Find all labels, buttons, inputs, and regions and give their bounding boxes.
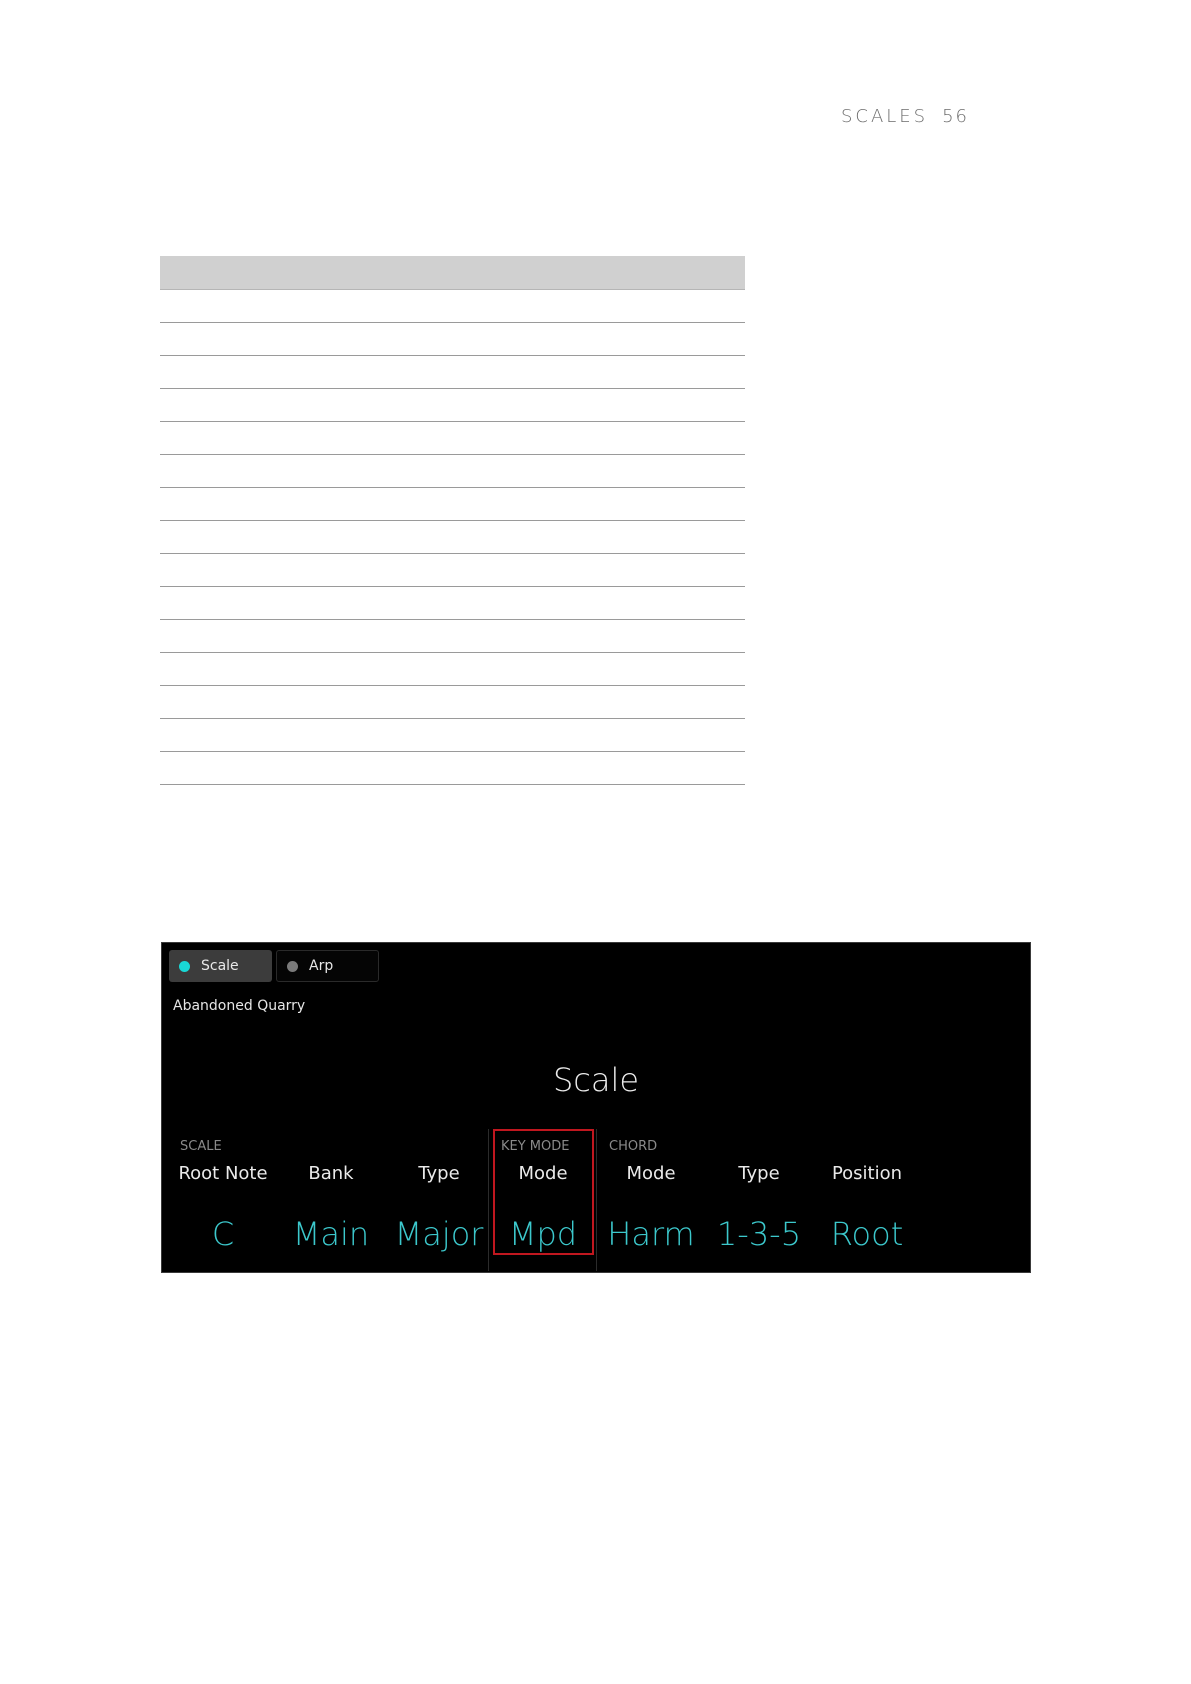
active-dot-icon bbox=[179, 961, 190, 972]
key-mode-highlight bbox=[493, 1129, 594, 1255]
table-row bbox=[160, 488, 745, 521]
screen-title: Scale bbox=[552, 1061, 640, 1099]
section-label-key-mode: KEY MODE bbox=[501, 1139, 570, 1154]
table-row bbox=[160, 290, 745, 323]
table-header-row bbox=[160, 256, 745, 290]
table-row bbox=[160, 719, 745, 752]
param-chord-mode[interactable] bbox=[601, 1131, 701, 1267]
param-value: Mpd bbox=[508, 1215, 578, 1253]
table-row bbox=[160, 389, 745, 422]
param-name: Position bbox=[831, 1163, 903, 1184]
preset-name: Abandoned Quarry bbox=[173, 998, 306, 1014]
param-value: Major bbox=[394, 1215, 484, 1253]
mode-tabs bbox=[169, 950, 379, 982]
device-screen bbox=[161, 942, 1031, 1273]
param-value: Root bbox=[830, 1215, 904, 1253]
tab-label: Scale bbox=[201, 958, 239, 974]
inactive-dot-icon bbox=[287, 961, 298, 972]
table-row bbox=[160, 521, 745, 554]
section-label-scale: SCALE bbox=[180, 1139, 222, 1154]
param-name: Type bbox=[738, 1163, 780, 1184]
param-type[interactable] bbox=[389, 1131, 489, 1267]
page-header bbox=[841, 106, 969, 127]
param-value: Harm bbox=[607, 1215, 695, 1253]
table-row bbox=[160, 554, 745, 587]
param-name: Mode bbox=[626, 1163, 676, 1184]
table-row bbox=[160, 323, 745, 356]
param-root-note[interactable] bbox=[173, 1131, 273, 1267]
param-name: Mode bbox=[518, 1163, 568, 1184]
table-row bbox=[160, 422, 745, 455]
reference-table bbox=[160, 256, 745, 785]
param-name: Root Note bbox=[178, 1163, 268, 1184]
table-row bbox=[160, 587, 745, 620]
table-row bbox=[160, 356, 745, 389]
table-row bbox=[160, 620, 745, 653]
page-number: 56 bbox=[942, 106, 969, 127]
param-name: Bank bbox=[308, 1163, 354, 1184]
param-value: C bbox=[211, 1215, 235, 1253]
table-row bbox=[160, 653, 745, 686]
param-chord-position[interactable] bbox=[817, 1131, 917, 1267]
param-value: 1-3-5 bbox=[716, 1215, 802, 1253]
tab-scale[interactable] bbox=[169, 950, 272, 982]
param-chord-type[interactable] bbox=[709, 1131, 809, 1267]
param-value: Main bbox=[292, 1215, 370, 1253]
section-divider bbox=[596, 1129, 597, 1271]
table-row bbox=[160, 455, 745, 488]
section-title: SCALES bbox=[840, 106, 929, 127]
table-row bbox=[160, 686, 745, 719]
tab-label: Arp bbox=[309, 958, 334, 974]
param-bank[interactable] bbox=[281, 1131, 381, 1267]
section-label-chord: CHORD bbox=[609, 1139, 658, 1154]
tab-arp[interactable] bbox=[276, 950, 379, 982]
table-row bbox=[160, 752, 745, 785]
param-name: Type bbox=[418, 1163, 460, 1184]
